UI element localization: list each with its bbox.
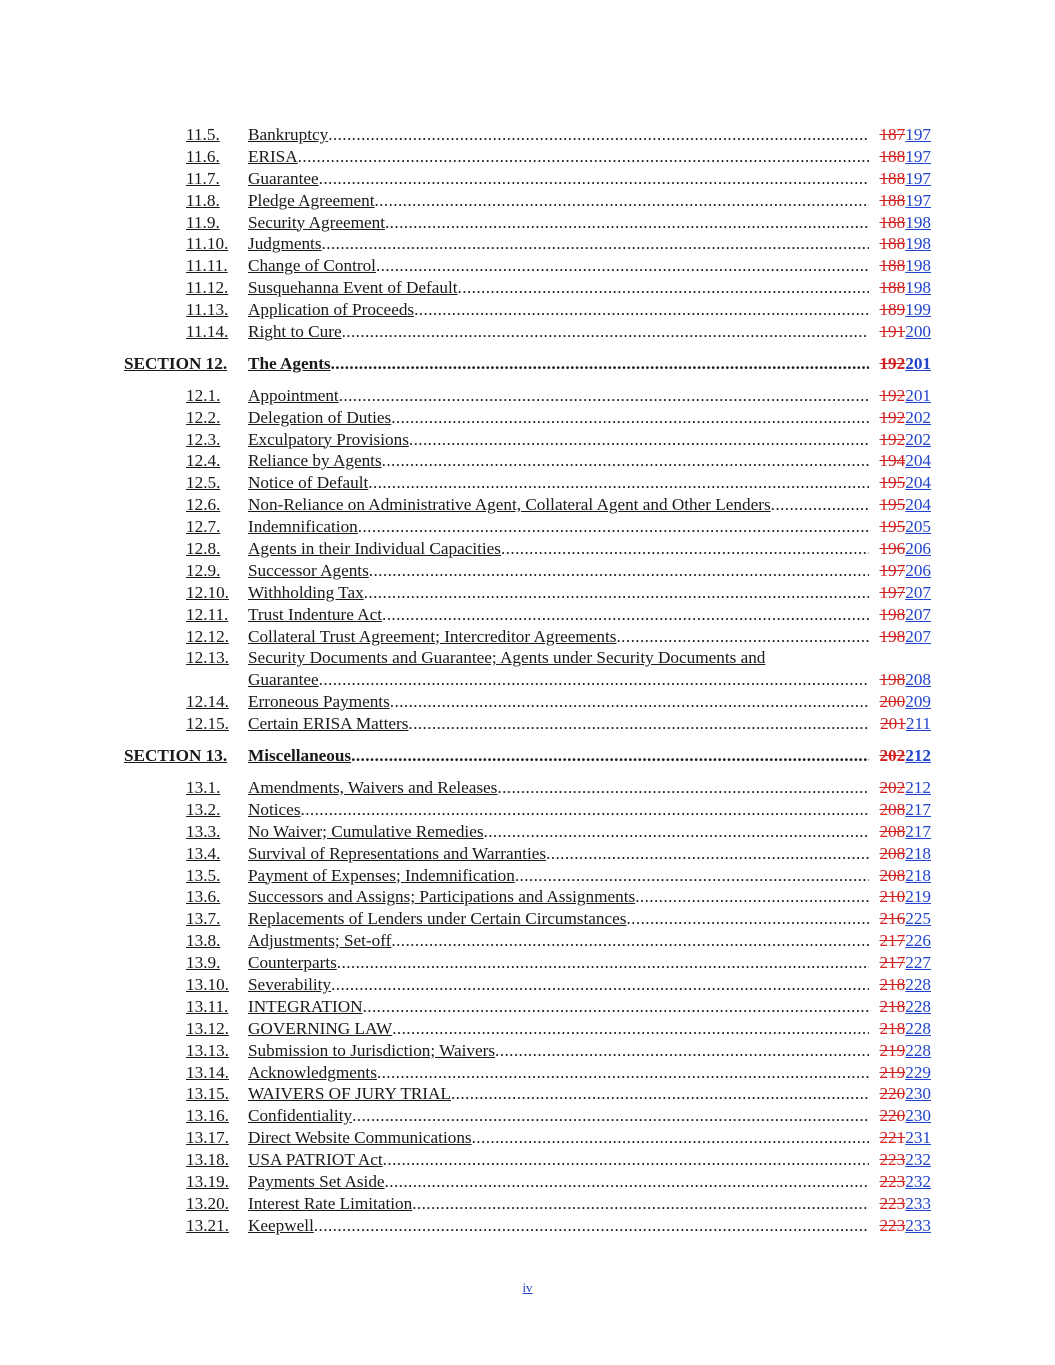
toc-entry[interactable]: [124, 1040, 931, 1062]
toc-entry[interactable]: [124, 277, 931, 299]
toc-entry[interactable]: [124, 777, 931, 799]
entry-title[interactable]: Appointment: [248, 385, 339, 405]
dot-leader: [358, 517, 869, 536]
deleted-page-number: 192: [879, 407, 906, 427]
deleted-page-number: 201: [880, 714, 906, 734]
entry-number: 13.19.: [186, 1171, 229, 1191]
page-link[interactable]: 230: [905, 1084, 931, 1104]
page-link[interactable]: 211: [905, 714, 931, 734]
toc-entry[interactable]: [124, 1149, 931, 1171]
deleted-page-number: 196: [879, 539, 906, 559]
entry-title[interactable]: Susquehanna Event of Default: [248, 278, 458, 298]
page-link[interactable]: 218: [905, 865, 931, 885]
toc-entry[interactable]: [124, 538, 931, 560]
entry-number: 13.3.: [186, 821, 221, 841]
entry-number: 13.8.: [186, 931, 221, 951]
dot-leader: [501, 539, 869, 558]
page-link[interactable]: 198: [905, 278, 931, 298]
entry-title[interactable]: WAIVERS OF JURY TRIAL: [248, 1084, 451, 1104]
entry-number: 13.18.: [186, 1150, 229, 1170]
page-link[interactable]: 232: [905, 1150, 931, 1170]
dot-leader: [546, 844, 869, 863]
section-number: SECTION 13.: [124, 746, 228, 766]
toc-entry[interactable]: [124, 212, 931, 234]
deleted-page-number: 221: [879, 1128, 906, 1148]
dot-leader: [626, 909, 869, 928]
entry-title[interactable]: Acknowledgments: [248, 1062, 377, 1082]
dot-leader: [385, 1172, 869, 1191]
toc-section-heading[interactable]: [124, 353, 931, 375]
toc-entry[interactable]: [124, 691, 931, 713]
toc-entry[interactable]: [124, 385, 931, 407]
toc-entry[interactable]: [124, 168, 931, 190]
dot-leader: [301, 800, 869, 819]
entry-title[interactable]: Pledge Agreement: [248, 190, 375, 210]
toc-entry[interactable]: [124, 1215, 931, 1237]
entry-number: 12.6.: [186, 495, 221, 515]
entry-number: 12.12.: [186, 626, 229, 646]
entry-title[interactable]: Survival of Representations and Warranties: [248, 843, 547, 863]
page-link[interactable]: 233: [905, 1193, 931, 1213]
entry-number: 13.11.: [186, 996, 229, 1016]
deleted-page-number: 188: [879, 278, 906, 298]
toc-entry[interactable]: [124, 974, 931, 996]
page-link[interactable]: 208: [905, 670, 931, 690]
dot-leader: [515, 866, 869, 885]
dot-leader: [337, 953, 869, 972]
entry-number: 13.20.: [186, 1193, 229, 1213]
deleted-page-number: 188: [879, 256, 906, 276]
dot-leader: [376, 256, 869, 275]
entry-number: 13.6.: [186, 887, 221, 907]
entry-number: 12.8.: [186, 539, 221, 559]
deleted-page-number: 202: [879, 777, 906, 797]
entry-number: 12.10.: [186, 582, 229, 602]
page-link[interactable]: 226: [905, 931, 931, 951]
deleted-page-number: 202: [879, 746, 906, 766]
page-link[interactable]: 197: [905, 168, 931, 188]
toc-entry[interactable]: [124, 604, 931, 626]
dot-leader: [382, 605, 869, 624]
dot-leader: [497, 778, 869, 797]
entry-title[interactable]: Direct Website Communications: [248, 1128, 472, 1148]
entry-number: 12.14.: [186, 692, 229, 712]
dot-leader: [383, 1150, 869, 1169]
page-link[interactable]: 231: [905, 1128, 931, 1148]
dot-leader: [771, 495, 869, 514]
entry-title[interactable]: Notices: [248, 799, 301, 819]
entry-title[interactable]: Notice of Default: [248, 473, 369, 493]
deleted-page-number: 192: [879, 385, 906, 405]
page-link[interactable]: 204: [905, 495, 931, 515]
dot-leader: [382, 451, 869, 470]
entry-number: 13.21.: [186, 1215, 229, 1235]
page-link[interactable]: 198: [905, 256, 931, 276]
entry-number: 12.3.: [186, 429, 221, 449]
toc-entry[interactable]: [124, 1105, 931, 1127]
entry-number: 11.13.: [186, 300, 229, 320]
page-link[interactable]: 217: [905, 799, 931, 819]
dot-leader: [495, 1041, 869, 1060]
deleted-page-number: 192: [879, 353, 906, 373]
entry-title[interactable]: Guarantee: [248, 168, 319, 188]
page-link[interactable]: 230: [905, 1106, 931, 1126]
toc-entry[interactable]: [124, 647, 931, 669]
entry-title[interactable]: Right to Cure: [248, 322, 342, 342]
dot-leader: [352, 1106, 869, 1125]
dot-leader: [385, 213, 869, 232]
toc-entry[interactable]: [124, 190, 931, 212]
toc-entry[interactable]: [124, 1193, 931, 1215]
entry-title[interactable]: Successors and Assigns; Participations and Assignments: [248, 887, 636, 907]
entry-number: 12.9.: [186, 560, 221, 580]
entry-title[interactable]: Payment of Expenses; Indemnification: [248, 865, 515, 885]
deleted-page-number: 220: [879, 1084, 906, 1104]
entry-title[interactable]: Judgments: [248, 234, 322, 254]
section-number: SECTION 12.: [124, 353, 228, 373]
page-link[interactable]: 204: [905, 473, 931, 493]
entry-number: 13.17.: [186, 1128, 229, 1148]
deleted-page-number: 198: [879, 604, 906, 624]
page-link[interactable]: 212: [905, 746, 931, 766]
page-link[interactable]: 204: [905, 451, 931, 471]
entry-title[interactable]: Counterparts: [248, 953, 337, 973]
entry-number: 12.5.: [186, 473, 221, 493]
entry-title[interactable]: Adjustments; Set-off: [248, 931, 392, 951]
page-link[interactable]: 206: [905, 560, 931, 580]
deleted-page-number: 195: [879, 495, 906, 515]
entry-number: 13.4.: [186, 843, 221, 863]
page-link[interactable]: 201: [905, 353, 931, 373]
section-title[interactable]: The Agents: [248, 353, 331, 373]
page-link[interactable]: 205: [905, 517, 931, 537]
toc-entry[interactable]: [124, 799, 931, 821]
entry-title-continued[interactable]: Guarantee: [248, 670, 319, 690]
toc-entry-continuation[interactable]: [124, 669, 931, 691]
dot-leader: [342, 322, 869, 341]
dot-leader: [635, 887, 869, 906]
entry-number: 13.12.: [186, 1018, 229, 1038]
page-link[interactable]: 212: [905, 777, 931, 797]
entry-title[interactable]: Application of Proceeds: [248, 300, 415, 320]
dot-leader: [363, 997, 869, 1016]
entry-number: 12.11.: [186, 604, 229, 624]
entry-number: 11.14.: [186, 322, 229, 342]
entry-title[interactable]: Collateral Trust Agreement; Intercreditor Agreements: [248, 626, 617, 646]
entry-title[interactable]: GOVERNING LAW: [248, 1018, 393, 1038]
deleted-page-number: 217: [879, 931, 906, 951]
toc-entry[interactable]: [124, 516, 931, 538]
toc-entry[interactable]: [124, 952, 931, 974]
toc-entry[interactable]: [124, 450, 931, 472]
deleted-page-number: 208: [879, 821, 906, 841]
deleted-page-number: 223: [879, 1215, 906, 1235]
deleted-page-number: 197: [879, 582, 906, 602]
entry-title[interactable]: Trust Indenture Act: [248, 604, 382, 624]
page-link[interactable]: 228: [905, 974, 931, 994]
deleted-page-number: 188: [879, 168, 906, 188]
entry-number: 12.4.: [186, 451, 221, 471]
deleted-page-number: 218: [879, 974, 906, 994]
dot-leader: [391, 931, 869, 950]
page-link[interactable]: 207: [905, 604, 931, 624]
deleted-page-number: 194: [879, 451, 906, 471]
page-link[interactable]: 207: [905, 626, 931, 646]
dot-leader: [484, 822, 869, 841]
deleted-page-number: 208: [879, 799, 906, 819]
entry-title[interactable]: Withholding Tax: [248, 582, 364, 602]
toc-entry[interactable]: [124, 124, 931, 146]
dot-leader: [331, 354, 869, 373]
deleted-page-number: 208: [879, 843, 906, 863]
deleted-page-number: 218: [879, 996, 906, 1016]
entry-title[interactable]: Confidentiality: [248, 1106, 353, 1126]
page-link[interactable]: 209: [905, 692, 931, 712]
entry-title[interactable]: Erroneous Payments: [248, 692, 390, 712]
entry-title[interactable]: Replacements of Lenders under Certain Circumstances: [248, 909, 627, 929]
dot-leader: [390, 692, 869, 711]
entry-number: 11.11.: [186, 256, 228, 276]
entry-title[interactable]: Security Agreement: [248, 212, 385, 232]
entry-title[interactable]: INTEGRATION: [248, 996, 363, 1016]
page-link[interactable]: 229: [905, 1062, 931, 1082]
toc-entry[interactable]: [124, 1171, 931, 1193]
page-link[interactable]: 197: [905, 125, 931, 144]
entry-title[interactable]: Interest Rate Limitation: [248, 1193, 413, 1213]
dot-leader: [364, 583, 869, 602]
section-title[interactable]: Miscellaneous: [248, 746, 352, 766]
dot-leader: [369, 561, 869, 580]
deleted-page-number: 223: [879, 1150, 906, 1170]
deleted-page-number: 198: [879, 626, 906, 646]
entry-number: 11.8.: [186, 190, 220, 210]
entry-title[interactable]: Delegation of Duties: [248, 407, 392, 427]
page-link[interactable]: 201: [905, 385, 931, 405]
entry-title[interactable]: Payments Set Aside: [248, 1171, 385, 1191]
toc-entry[interactable]: [124, 886, 931, 908]
deleted-page-number: 208: [879, 865, 906, 885]
deleted-page-number: 198: [879, 670, 906, 690]
dot-leader: [408, 714, 869, 733]
dot-leader: [412, 1194, 869, 1213]
dot-leader: [472, 1128, 869, 1147]
page-link[interactable]: 197: [905, 146, 931, 166]
deleted-page-number: 188: [879, 190, 906, 210]
entry-number: 13.16.: [186, 1106, 229, 1126]
page-link[interactable]: 217: [905, 821, 931, 841]
page-link[interactable]: 233: [905, 1215, 931, 1235]
page-link[interactable]: 219: [905, 887, 931, 907]
entry-number: 13.10.: [186, 974, 229, 994]
entry-number: 12.2.: [186, 407, 221, 427]
toc-entry[interactable]: [124, 429, 931, 451]
dot-leader: [616, 627, 869, 646]
page-number-link[interactable]: iv: [522, 1280, 533, 1295]
deleted-page-number: 189: [879, 300, 906, 320]
toc-entry[interactable]: [124, 494, 931, 516]
entry-number: 11.6.: [186, 146, 220, 166]
toc-entry[interactable]: [124, 255, 931, 277]
entry-number: 12.7.: [186, 517, 221, 537]
dot-leader: [331, 975, 869, 994]
entry-title[interactable]: Reliance by Agents: [248, 451, 382, 471]
entry-number: 13.7.: [186, 909, 221, 929]
page-link[interactable]: 228: [905, 1018, 931, 1038]
page-link[interactable]: 232: [905, 1171, 931, 1191]
dot-leader: [409, 430, 869, 449]
entry-title[interactable]: Severability: [248, 974, 332, 994]
deleted-page-number: 197: [879, 560, 906, 580]
page-link[interactable]: 198: [905, 212, 931, 232]
toc-entry[interactable]: [124, 930, 931, 952]
entry-title[interactable]: Amendments, Waivers and Releases: [248, 777, 498, 797]
entry-title[interactable]: Bankruptcy: [248, 125, 329, 144]
deleted-page-number: 188: [879, 146, 906, 166]
deleted-page-number: 223: [879, 1193, 906, 1213]
entry-number: 13.5.: [186, 865, 221, 885]
deleted-page-number: 195: [879, 473, 906, 493]
dot-leader: [322, 234, 869, 253]
toc-entry[interactable]: [124, 713, 931, 735]
entry-title[interactable]: Change of Control: [248, 256, 376, 276]
deleted-page-number: 217: [879, 953, 906, 973]
entry-number: 11.9.: [186, 212, 220, 232]
deleted-page-number: 220: [879, 1106, 906, 1126]
entry-number: 13.1.: [186, 777, 221, 797]
dot-leader: [458, 278, 869, 297]
dot-leader: [339, 386, 869, 405]
page-link[interactable]: 199: [905, 300, 931, 320]
toc-entry[interactable]: [124, 1127, 931, 1149]
entry-number: 13.13.: [186, 1040, 229, 1060]
page-link[interactable]: 206: [905, 539, 931, 559]
entry-title[interactable]: ERISA: [248, 146, 298, 166]
toc-entry[interactable]: [124, 299, 931, 321]
toc-entry[interactable]: [124, 865, 931, 887]
toc-section-heading[interactable]: [124, 745, 931, 767]
deleted-page-number: 219: [879, 1062, 906, 1082]
entry-number: 13.9.: [186, 953, 221, 973]
entry-number: 11.5.: [186, 125, 220, 144]
entry-number: 13.15.: [186, 1084, 229, 1104]
page-link[interactable]: 198: [905, 234, 931, 254]
dot-leader: [314, 1216, 869, 1235]
entry-number: 13.2.: [186, 799, 221, 819]
page-footer: [0, 1280, 1055, 1296]
dot-leader: [414, 300, 869, 319]
page-link[interactable]: 202: [905, 429, 931, 449]
dot-leader: [298, 147, 869, 166]
entry-number: 12.13.: [186, 648, 229, 668]
entry-number: 12.1.: [186, 385, 221, 405]
entry-title[interactable]: USA PATRIOT Act: [248, 1150, 383, 1170]
toc-entry[interactable]: [124, 626, 931, 648]
page-link[interactable]: 227: [905, 953, 931, 973]
deleted-page-number: 195: [879, 517, 906, 537]
deleted-page-number: 191: [879, 322, 906, 342]
dot-leader: [377, 1063, 869, 1082]
entry-title[interactable]: Successor Agents: [248, 560, 369, 580]
dot-leader: [374, 191, 869, 210]
page-link[interactable]: 202: [905, 407, 931, 427]
deleted-page-number: 216: [879, 909, 906, 929]
entry-number: 12.15.: [186, 714, 229, 734]
entry-title[interactable]: Certain ERISA Matters: [248, 714, 409, 734]
toc-entry[interactable]: [124, 908, 931, 930]
entry-title[interactable]: Indemnification: [248, 517, 358, 537]
dot-leader: [451, 1084, 869, 1103]
table-of-contents: [124, 124, 931, 1237]
toc-entry[interactable]: [124, 472, 931, 494]
toc-entry[interactable]: [124, 821, 931, 843]
dot-leader: [319, 670, 869, 689]
dot-leader: [391, 408, 869, 427]
deleted-page-number: 192: [879, 429, 906, 449]
deleted-page-number: 219: [879, 1040, 906, 1060]
dot-leader: [351, 746, 869, 765]
toc-entry[interactable]: [124, 233, 931, 255]
toc-entry[interactable]: [124, 1062, 931, 1084]
entry-number: 13.14.: [186, 1062, 229, 1082]
page-link[interactable]: 207: [905, 582, 931, 602]
dot-leader: [328, 125, 869, 144]
deleted-page-number: 210: [879, 887, 906, 907]
deleted-page-number: 188: [879, 234, 906, 254]
entry-title[interactable]: Submission to Jurisdiction; Waivers: [248, 1040, 496, 1060]
deleted-page-number: 187: [879, 125, 906, 144]
toc-entry[interactable]: [124, 996, 931, 1018]
toc-entry[interactable]: [124, 1018, 931, 1040]
entry-title[interactable]: No Waiver; Cumulative Remedies: [248, 821, 484, 841]
dot-leader: [368, 473, 869, 492]
entry-number: 11.7.: [186, 168, 220, 188]
toc-entry[interactable]: [124, 146, 931, 168]
entry-title[interactable]: Exculpatory Provisions: [248, 429, 409, 449]
page-link[interactable]: 197: [905, 190, 931, 210]
toc-entry[interactable]: [124, 582, 931, 604]
deleted-page-number: 218: [879, 1018, 906, 1038]
entry-title[interactable]: Security Documents and Guarantee; Agents under Security Documents and: [248, 648, 766, 668]
entry-number: 11.12.: [186, 278, 229, 298]
toc-entry[interactable]: [124, 321, 931, 343]
entry-title[interactable]: Non-Reliance on Administrative Agent, Collateral Agent and Other Lenders: [248, 495, 771, 515]
toc-entry[interactable]: [124, 560, 931, 582]
dot-leader: [392, 1019, 869, 1038]
deleted-page-number: 223: [879, 1171, 906, 1191]
entry-title[interactable]: Keepwell: [248, 1215, 314, 1235]
dot-leader: [319, 169, 869, 188]
page-link[interactable]: 218: [905, 843, 931, 863]
page-link[interactable]: 200: [905, 322, 931, 342]
toc-entry[interactable]: [124, 407, 931, 429]
page-link[interactable]: 228: [905, 996, 931, 1016]
entry-title[interactable]: Agents in their Individual Capacities: [248, 539, 501, 559]
entry-number: 11.10.: [186, 234, 229, 254]
deleted-page-number: 200: [879, 692, 906, 712]
toc-entry[interactable]: [124, 843, 931, 865]
toc-entry[interactable]: [124, 1083, 931, 1105]
deleted-page-number: 188: [879, 212, 906, 232]
page-link[interactable]: 225: [905, 909, 931, 929]
page-link[interactable]: 228: [905, 1040, 931, 1060]
